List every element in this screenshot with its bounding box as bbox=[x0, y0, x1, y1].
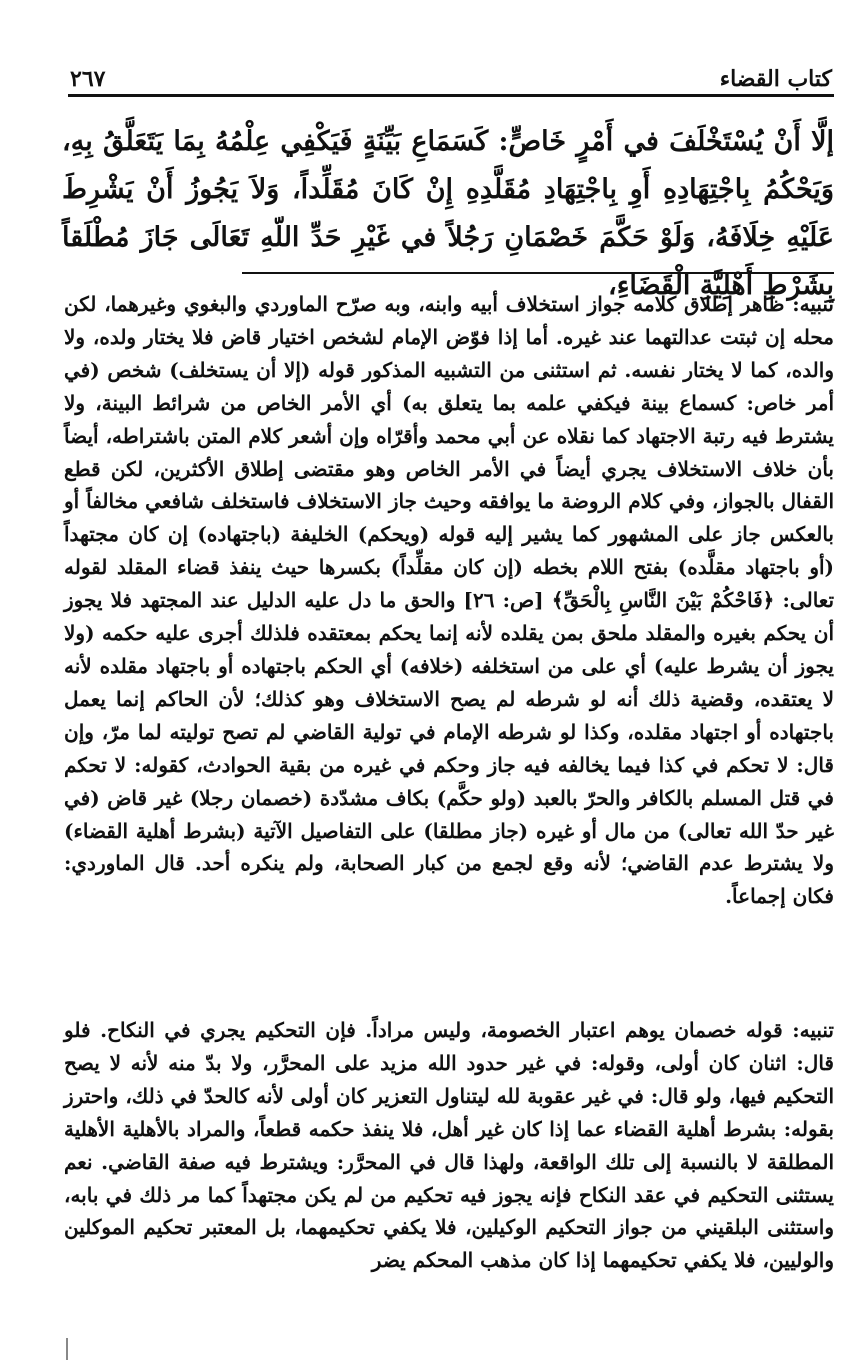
book-title: كتاب القضاء bbox=[719, 66, 832, 92]
commentary-paragraph-1: تنبيه: ظاهر إطلاق كلامه جواز استخلاف أبيه وابنه، وبه صرّح الماوردي والبغوي وغيرهما، لكن محله إن ثبتت عدالتهما عند غيره. أما إذا فوّض الإمام لشخص اختيار قاض فلا يختار ولده، ولا والده، كما لا يختار نفسه. ثم استثنى من التشبيه المذكور قوله (إلا أن يستخلف) شخص (في أمر خاص: كسماع بينة فيكفي علمه بما يتعلق به) أي الأمر الخاص من شرائط البينة، ولا يشترط فيه رتبة الاجتهاد كما نقلاه عن أبي محمد وأقرّاه وإن أشعر كلام المتن باشتراطه، أيضاً بأن خلاف الاستخلاف يجري أيضاً في الأمر الخاص وهو مقتضى إطلاق الأكثرين، لكن قطع القفال بالجواز، وفي كلام الروضة ما يوافقه وحيث جاز الاستخلاف فاستخلف شافعي مخالفاً أو بالعكس جاز على المشهور كما يشير إليه قوله (ويحكم) الخليفة (باجتهاده) إن كان مجتهداً (أو باجتهاد مقلَّده) بفتح اللام بخطه (إن كان مقلِّداً) بكسرها حيث ينفذ قضاء المقلد لقوله تعالى: ﴿فَاحْكُمْ بَيْنَ النَّاسِ بِالْحَقِّ﴾ [ص: ٢٦] والحق ما دل عليه الدليل عند المجتهد فلا يجوز أن يحكم بغيره والمقلد ملحق بمن يقلده لأنه إنما يحكم بمعتقده فلذلك أجرى عليه حكمه (ولا يجوز أن يشرط عليه) أي على من استخلفه (خلافه) أي الحكم باجتهاده أو باجتهاد مقلده لأنه لا يعتقده، وقضية ذلك أنه لو شرطه لم يصح الاستخلاف وهو كذلك؛ لأن الحاكم إنما يعمل باجتهاده أو اجتهاد مقلده، وكذا لو شرطه الإمام في تولية القاضي لم تصح توليته لما مرّ، وإن قال: لا تحكم في كذا فيما يخالفه فيه جاز وحكم في غيره من بقية الحوادث، كقوله: لا تحكم في قتل المسلم بالكافر والحرّ بالعبد (ولو حكَّم) بكاف مشدّدة (خصمان رجلا) غير قاض (في غير حدّ الله تعالى) من مال أو غيره (جاز مطلقا) على التفاصيل الآتية (بشرط أهلية القضاء) ولا يشترط عدم القاضي؛ لأنه وقع لجمع من كبار الصحابة، ولم ينكره أحد. قال الماوردي: فكان إجماعاً. bbox=[64, 292, 835, 909]
main-text-divider bbox=[242, 272, 834, 274]
commentary-paragraph-2: تنبيه: قوله خصمان يوهم اعتبار الخصومة، وليس مراداً. فإن التحكيم يجري في النكاح. فلو قال: اثنان كان أولى، وقوله: في غير حدود الله مزيد على المحرَّر، ولا بدّ منه لأنه لا يصح التحكيم فيها، ولو قال: في غير عقوبة لله ليتناول التعزير كان أولى لأنه كالحدّ في ذلك، واحترز بقوله: بشرط أهلية القضاء عما إذا كان غير أهل، فلا ينفذ حكمه قطعاً، والمراد بالأهلية الأهلية المطلقة لا بالنسبة إلى تلك الواقعة، ولهذا قال في المحرَّر: ويشترط فيه صفة القاضي. نعم يستثنى التحكيم في عقد النكاح فإنه يجوز فيه تحكيم من لم يكن مجتهداً كما مر ذلك في بابه، واستثنى البلقيني من جواز التحكيم الوكيلين، فلا يكفي تحكيمهما، بل المعتبر تحكيم الموكلين والوليين، فلا يكفي تحكيمهما إذا كان مذهب المحكم يضر bbox=[64, 1018, 834, 1273]
header-divider bbox=[68, 94, 834, 97]
margin-mark bbox=[66, 1338, 68, 1360]
page-number: ٢٦٧ bbox=[70, 66, 106, 92]
main-text: إلَّا أَنْ يُسْتَخْلَفَ في أَمْرٍ خَاصٍّ: كَسَمَاعِ بَيِّنَةٍ فَيَكْفِي عِلْمُهُ بِمَا يَتَعَلَّقُ بِهِ، وَيَحْكُمُ بِاجْتِهَادِهِ أَوِ بِاجْتِهَادِ مُقَلَّدِهِ إِنْ كَانَ مُقَلِّداً، وَلاَ يَجُوزُ أَنْ يَشْرِطَ عَلَيْهِ خِلَافَهُ، وَلَوْ حَكَّمَ خَصْمَانِ رَجُلاً في غَيْرِ حَدِّ اللّهِ تَعَالَى جَازَ مُطْلَقاً بِشَرْطِ أَهْلِيَّةِ الْقَضَاءِ، bbox=[62, 126, 834, 301]
page-header bbox=[70, 52, 832, 92]
